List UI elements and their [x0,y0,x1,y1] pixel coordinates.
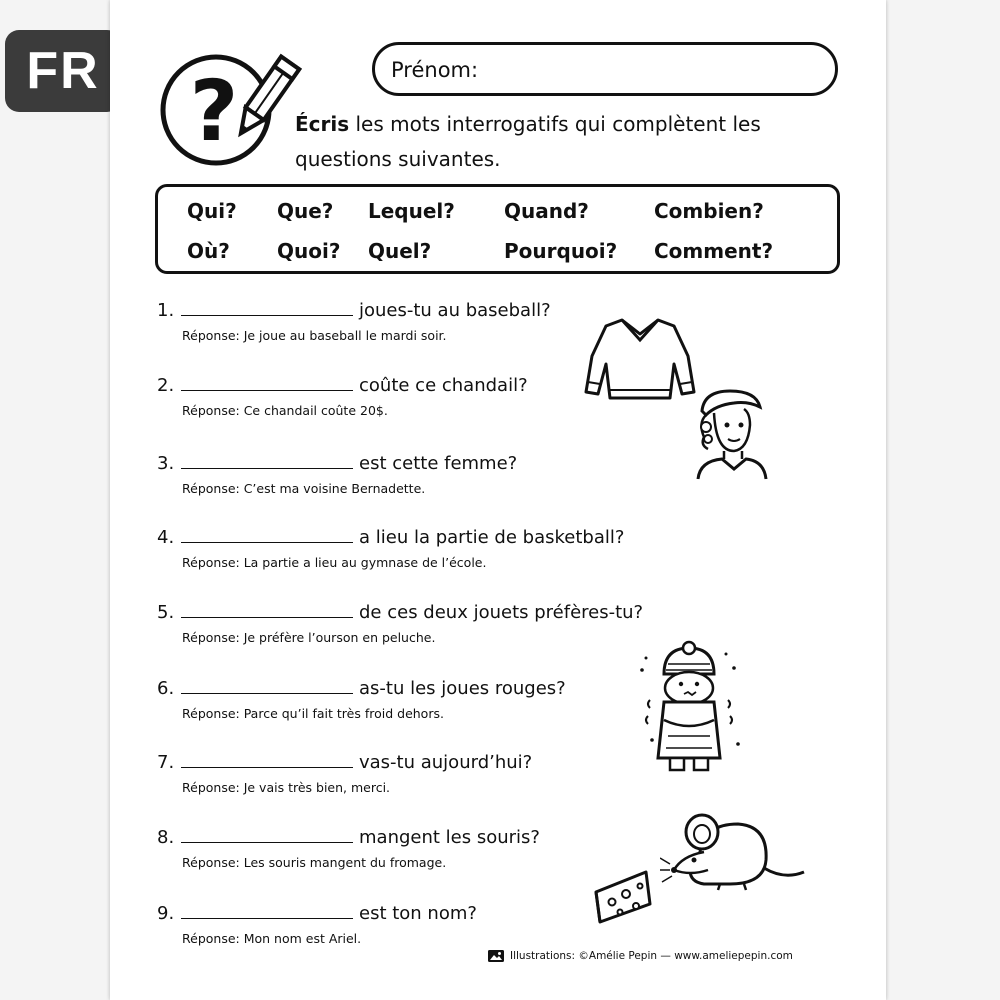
answer-text: Réponse: Parce qu’il fait très froid dehors. [182,706,444,721]
question-text: de ces deux jouets préfères-tu? [359,602,644,623]
credit-text: Illustrations: ©Amélie Pepin — www.ameliepepin.com [510,950,793,962]
illustration-credit [488,950,793,962]
instructions [295,107,835,177]
word-bank-item: Combien? [654,199,764,223]
answer-text: Réponse: C’est ma voisine Bernadette. [182,481,426,496]
woman-illustration [694,385,768,481]
image-icon [488,950,504,962]
answer-text: Réponse: Ce chandail coûte 20$. [182,403,388,418]
question-text: mangent les souris? [359,827,540,848]
word-bank-item: Quand? [504,199,589,223]
first-name-field[interactable] [372,42,838,96]
answer-text: Réponse: Je préfère l’ourson en peluche. [182,630,436,645]
mouse-illustration [660,812,805,892]
language-badge: FR [5,30,121,112]
answer-blank[interactable] [181,677,353,694]
question-item [157,601,697,645]
question-text: vas-tu aujourd’hui? [359,752,533,773]
question-text: joues-tu au baseball? [359,300,551,321]
answer-text: Réponse: Les souris mangent du fromage. [182,855,447,870]
question-text: est ton nom? [359,903,477,924]
cold-child-illustration [634,640,744,775]
word-bank-item: Quoi? [277,239,341,263]
answer-blank[interactable] [181,299,353,316]
answer-blank[interactable] [181,902,353,919]
instruction-verb: Écris [295,112,350,136]
answer-blank[interactable] [181,826,353,843]
question-text: est cette femme? [359,453,518,474]
question-item [157,751,697,795]
answer-text: Réponse: Je joue au baseball le mardi soir. [182,328,447,343]
word-bank-item: Quel? [368,239,432,263]
question-item [157,677,697,721]
question-number: 8. [157,827,175,848]
question-text: as-tu les joues rouges? [359,678,566,699]
question-pencil-icon [158,50,303,168]
question-number: 1. [157,300,175,321]
question-number: 9. [157,903,175,924]
word-bank-item: Lequel? [368,199,455,223]
answer-blank[interactable] [181,374,353,391]
question-item [157,826,697,870]
answer-text: Réponse: Je vais très bien, merci. [182,780,391,795]
question-number: 6. [157,678,175,699]
question-number: 3. [157,453,175,474]
cheese-illustration [592,866,656,926]
question-item [157,452,697,496]
word-bank-item: Comment? [654,239,774,263]
question-text: a lieu la partie de basketball? [359,527,625,548]
answer-text: Réponse: Mon nom est Ariel. [182,931,362,946]
instruction-text: les mots interrogatifs qui complètent les questions suivantes. [295,112,761,171]
answer-blank[interactable] [181,526,353,543]
first-name-label: Prénom: [391,58,479,82]
question-number: 7. [157,752,175,773]
answer-blank[interactable] [181,601,353,618]
question-number: 4. [157,527,175,548]
question-number: 2. [157,375,175,396]
answer-blank[interactable] [181,452,353,469]
question-text: coûte ce chandail? [359,375,528,396]
word-bank-item: Où? [187,239,230,263]
question-number: 5. [157,602,175,623]
word-bank-item: Pourquoi? [504,239,618,263]
answer-blank[interactable] [181,751,353,768]
word-bank-item: Qui? [187,199,237,223]
answer-text: Réponse: La partie a lieu au gymnase de l’école. [182,555,487,570]
word-bank-item: Que? [277,199,334,223]
question-item [157,526,697,570]
sweater-illustration [582,312,700,404]
svg-text:?: ? [189,62,239,160]
